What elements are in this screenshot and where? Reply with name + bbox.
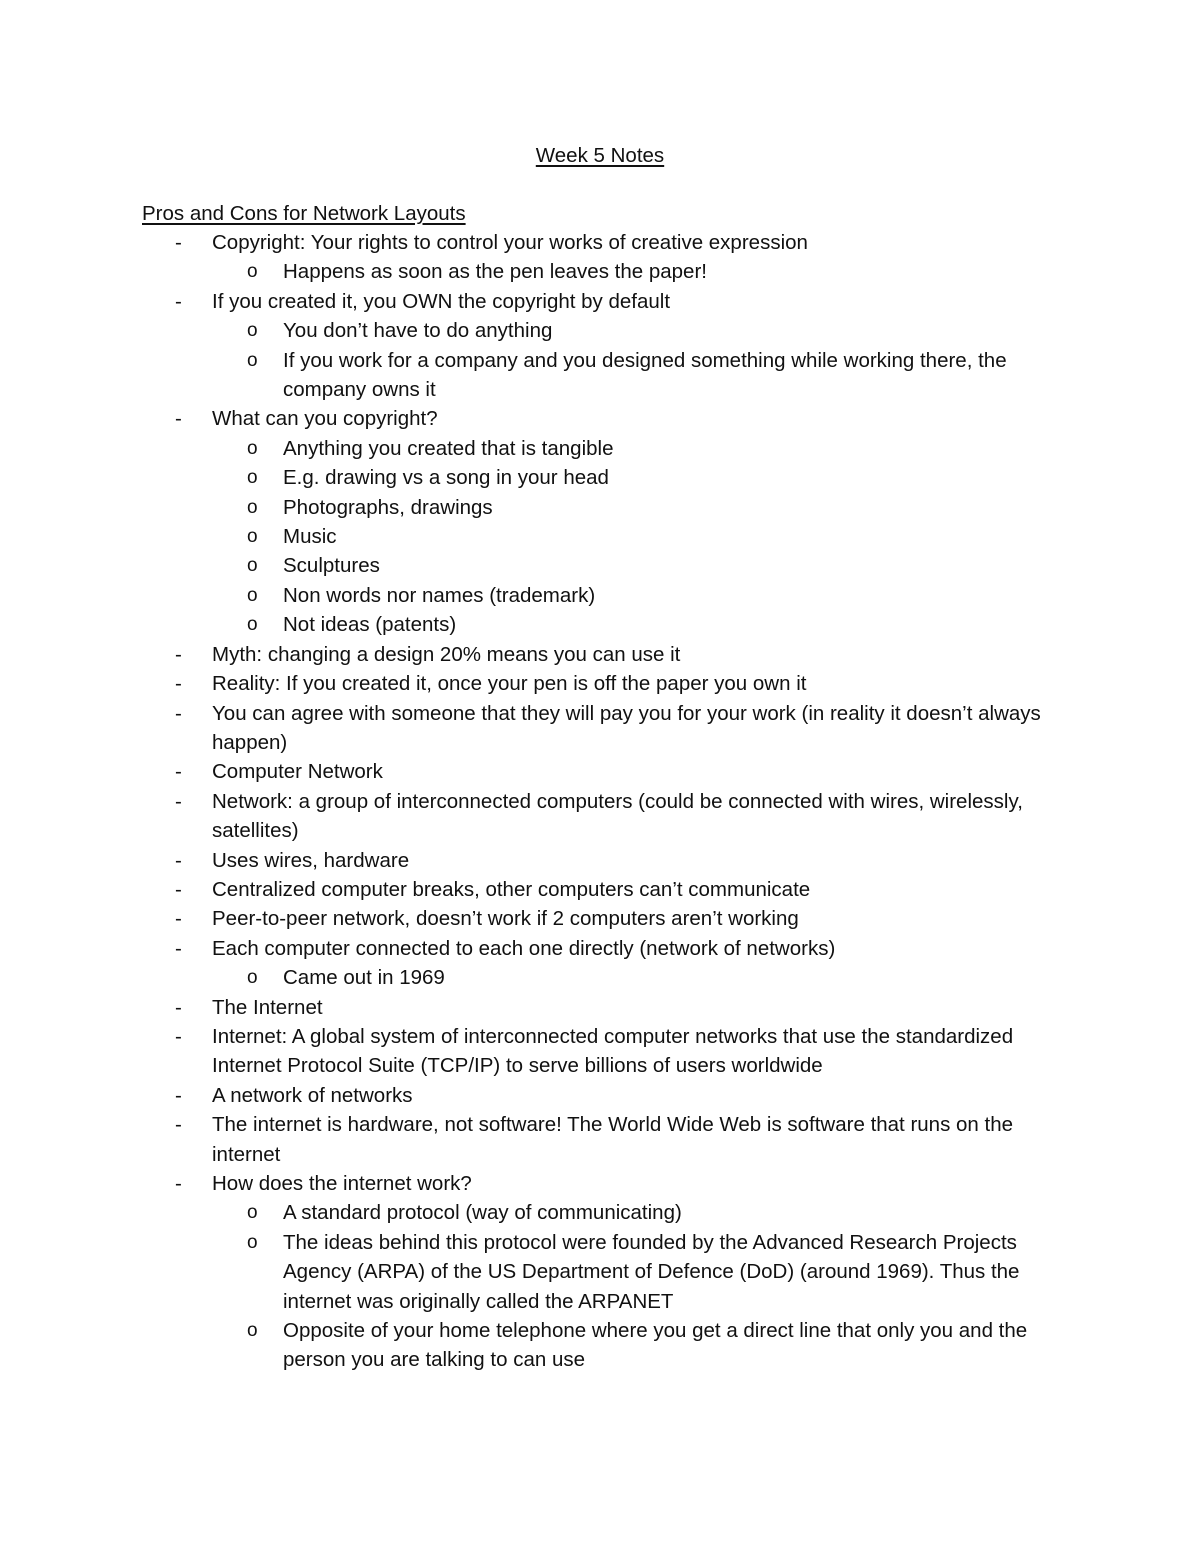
circle-bullet-marker: o <box>247 1320 258 1342</box>
bullet-text: Copyright: Your rights to control your works of creative expression <box>212 231 808 254</box>
sub-bullet-item <box>0 1198 1063 1227</box>
sub-bullet-item <box>0 610 1063 639</box>
bullet-text: Anything you created that is tangible <box>283 436 614 460</box>
circle-bullet-marker: o <box>247 467 258 489</box>
bullet-text: Non words nor names (trademark) <box>283 583 596 607</box>
bullet-text: Myth: changing a design 20% means you can use it <box>212 642 681 666</box>
bullet-text: The internet is hardware, not software! The World Wide Web is software that runs on the internet <box>212 1113 1014 1166</box>
circle-bullet-marker: o <box>247 496 258 518</box>
sub-bullet-item <box>0 316 1063 345</box>
bullet-text: E.g. drawing vs a song in your head <box>283 466 609 490</box>
bullet-item <box>0 640 1062 669</box>
bullet-text: Opposite of your home telephone where you get a direct line that only you and the person you are talking to can use <box>283 1319 1028 1372</box>
bullet-item <box>0 699 1062 758</box>
bullet-text: A network of networks <box>212 1083 413 1107</box>
dash-bullet-marker: - <box>175 760 182 784</box>
circle-bullet-marker: o <box>247 614 258 636</box>
dash-bullet-marker: - <box>175 289 182 313</box>
bullet-item <box>0 904 1062 933</box>
bullet-item <box>0 287 1062 316</box>
sub-bullet-item <box>0 1228 1063 1316</box>
bullet-text: Sculptures <box>283 554 380 578</box>
circle-bullet-marker: o <box>247 1231 258 1253</box>
sub-bullet-item <box>0 581 1063 610</box>
dash-bullet-marker: - <box>175 672 182 696</box>
bullet-text: Computer Network <box>212 760 383 784</box>
bullet-text: Uses wires, hardware <box>212 848 410 872</box>
sub-bullet-item <box>0 963 1063 992</box>
sub-bullet-item <box>0 257 1063 286</box>
dash-bullet-marker: - <box>175 642 182 666</box>
bullet-item <box>0 757 1062 786</box>
dash-bullet-marker: - <box>175 995 182 1019</box>
bullet-item <box>0 875 1062 904</box>
circle-bullet-marker: o <box>247 320 258 342</box>
bullet-text: Music <box>283 525 337 549</box>
bullet-text: If you created it, you OWN the copyright by default <box>212 289 671 313</box>
bullet-item <box>0 1169 1062 1198</box>
bullet-text: Not ideas (patents) <box>283 613 457 637</box>
bullet-text: Came out in 1969 <box>283 966 445 990</box>
bullet-text: Happens as soon as the pen leaves the paper! <box>283 260 707 284</box>
circle-bullet-marker: o <box>247 261 258 283</box>
sub-bullet-item <box>0 463 1063 492</box>
bullet-item <box>0 1081 1062 1110</box>
bullet-text: A standard protocol (way of communicating) <box>283 1201 682 1225</box>
bullet-text: You don’t have to do anything <box>283 319 553 343</box>
bullet-text: If you work for a company and you designed something while working there, the company owns it <box>283 348 1007 402</box>
bullet-text: Each computer connected to each one directly (network of networks) <box>212 936 836 960</box>
bullet-text: How does the internet work? <box>212 1172 472 1195</box>
bullet-text: What can you copyright? <box>212 407 438 431</box>
circle-bullet-marker: o <box>247 349 258 371</box>
bullet-item <box>0 993 1062 1022</box>
dash-bullet-marker: - <box>175 848 182 872</box>
dash-bullet-marker: - <box>175 1024 182 1048</box>
notes-list <box>0 228 1200 1375</box>
dash-bullet-marker: - <box>175 231 182 254</box>
sub-bullet-item <box>0 346 1063 405</box>
bullet-item <box>0 404 1062 433</box>
circle-bullet-marker: o <box>247 555 258 577</box>
dash-bullet-marker: - <box>175 936 182 960</box>
bullet-text: You can agree with someone that they will pay you for your work (in reality it doesn’t always happen) <box>212 701 1041 754</box>
circle-bullet-marker: o <box>247 967 258 989</box>
circle-bullet-marker: o <box>247 437 258 459</box>
section-heading: Pros and Cons for Network Layouts <box>142 202 466 225</box>
bullet-text: Internet: A global system of interconnected computer networks that use the standardized Internet Protocol Suite (TCP/IP) to serve billions of users worldwide <box>212 1024 1014 1078</box>
dash-bullet-marker: - <box>175 1113 182 1137</box>
bullet-item <box>0 846 1062 875</box>
dash-bullet-marker: - <box>175 907 182 931</box>
bullet-item <box>0 934 1062 963</box>
bullet-item <box>0 1022 1062 1081</box>
sub-bullet-item <box>0 1316 1063 1375</box>
bullet-text: Network: a group of interconnected computers (could be connected with wires, wirelessly, satellites) <box>212 789 1023 843</box>
circle-bullet-marker: o <box>247 584 258 606</box>
dash-bullet-marker: - <box>175 877 182 901</box>
bullet-text: Reality: If you created it, once your pen is off the paper you own it <box>212 672 807 696</box>
bullet-item <box>0 669 1062 698</box>
bullet-text: Peer-to-peer network, doesn’t work if 2 computers aren’t working <box>212 907 799 931</box>
bullet-item <box>0 1110 1062 1169</box>
circle-bullet-marker: o <box>247 526 258 548</box>
dash-bullet-marker: - <box>175 407 182 431</box>
sub-bullet-item <box>0 522 1063 551</box>
page-title: Week 5 Notes <box>535 144 665 167</box>
dash-bullet-marker: - <box>175 789 182 813</box>
dash-bullet-marker: - <box>175 701 182 725</box>
sub-bullet-item <box>0 493 1063 522</box>
dash-bullet-marker: - <box>175 1172 182 1195</box>
bullet-text: The Internet <box>212 995 323 1019</box>
circle-bullet-marker: o <box>247 1202 258 1224</box>
bullet-text: The ideas behind this protocol were founded by the Advanced Research Projects Agency (ARPA) of the US Department of Defence (DoD) (around 1969). Thus the internet was originally called the ARPANET <box>283 1230 1020 1313</box>
sub-bullet-item <box>0 434 1063 463</box>
sub-bullet-item <box>0 551 1063 580</box>
bullet-item <box>0 787 1062 846</box>
bullet-text: Centralized computer breaks, other computers can’t communicate <box>212 877 811 901</box>
bullet-text: Photographs, drawings <box>283 495 493 519</box>
bullet-item <box>0 228 1062 257</box>
dash-bullet-marker: - <box>175 1083 182 1107</box>
